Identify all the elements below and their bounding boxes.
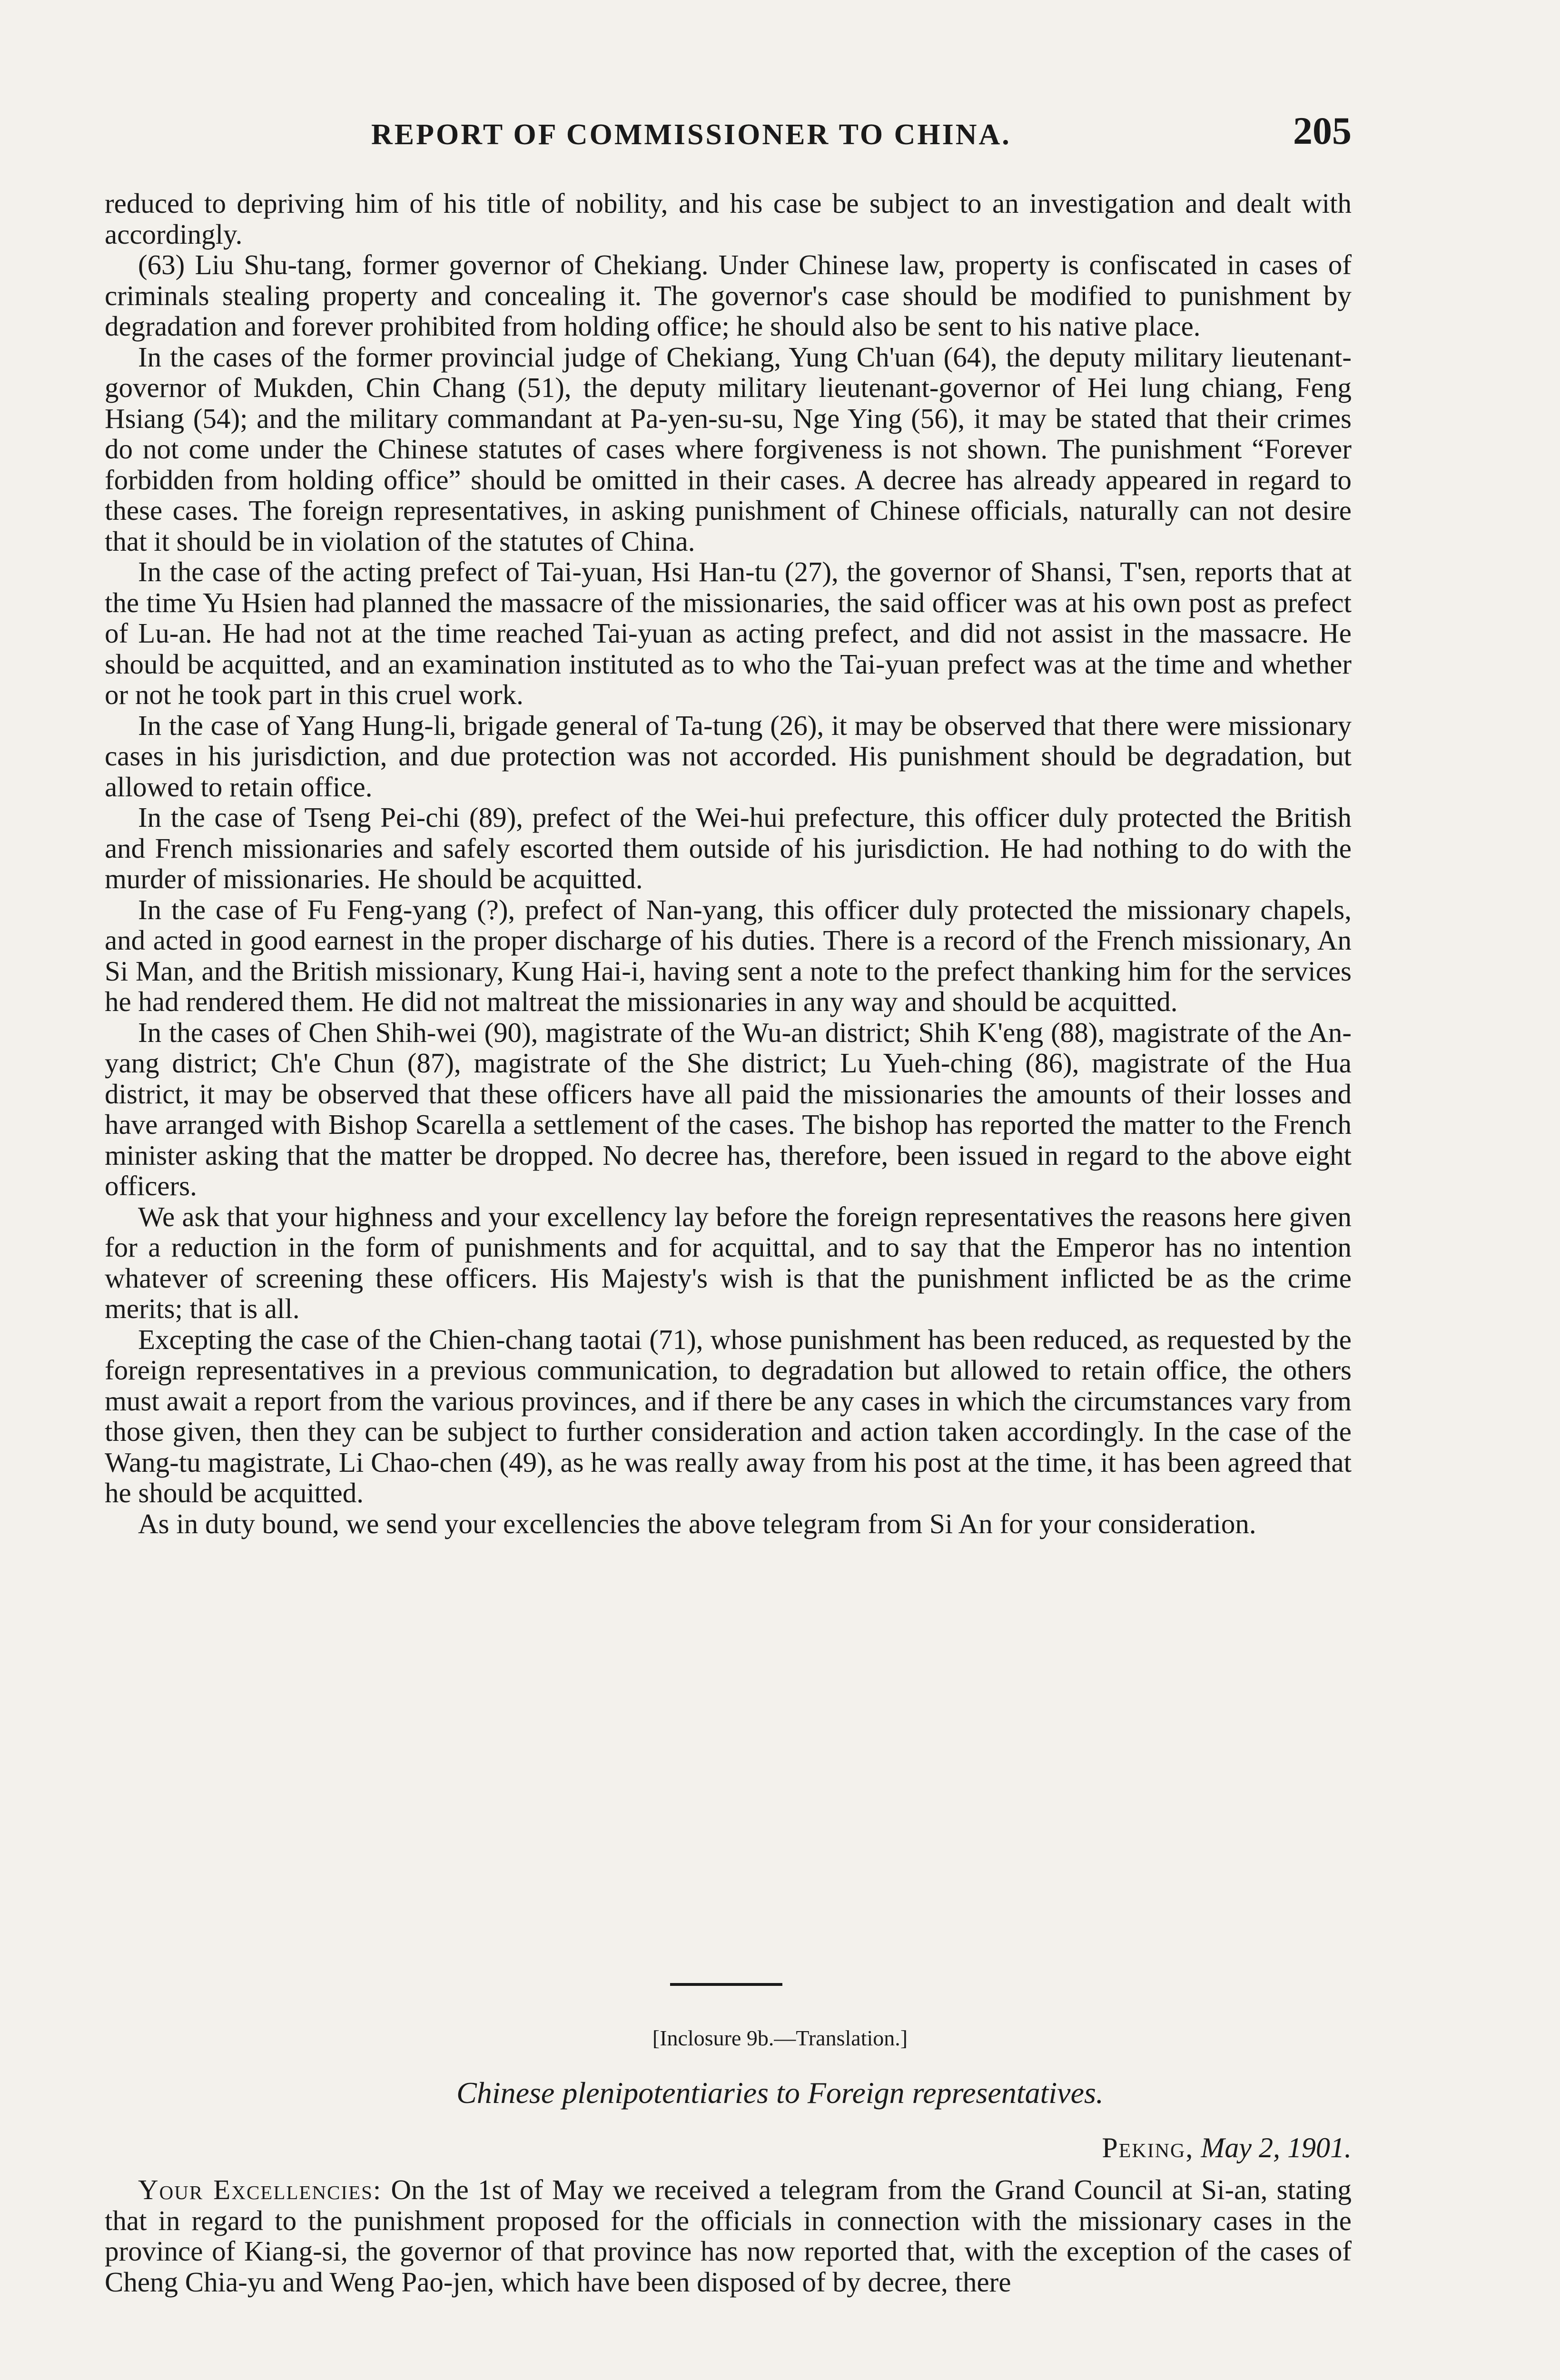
letter-body [105,2174,1352,2297]
paragraph-11: As in duty bound, we send your excellencies the above telegram from Si An for your consideration. [138,1507,1256,1539]
dateline [1102,2132,1352,2164]
paragraph-3: In the cases of the former provincial judge of Chekiang, Yung Ch'uan (64), the deputy military lieutenant-governor of Mukden, Chin Chang (51), the deputy military lieutenant-governor of Hei lung chiang, Feng Hsiang (54); and the military commandant at Pa-yen-su-su, Nge Ying (56), it may be stated that their crimes do not come under the Chinese statutes of cases where forgiveness is not shown. The punishment “Forever forbidden from holding office” should be omitted in their cases. A decree has already appeared in regard to these cases. The foreign representatives, in asking punishment of Chinese officials, naturally can not desire that it should be in violation of the statutes of China. [105,341,1352,557]
section-divider [670,1983,782,1986]
running-head: REPORT OF COMMISSIONER TO CHINA. [371,119,1011,151]
paragraph-10: Excepting the case of the Chien-chang taotai (71), whose punishment has been reduced, as requested by the foreign representatives in a previous communication, to degradation but allowed to retain office, the others must await a report from the various provinces, and if there be any cases in which the circumstances vary from those given, then they can be subject to further consideration and action taken accordingly. In the case of the Wang-tu magistrate, Li Chao-chen (49), as he was really away from his post at the time, it has been agreed that he should be acquitted. [105,1323,1352,1508]
paragraph-7: In the case of Fu Feng-yang (?), prefect of Nan-yang, this officer duly protected the missionary chapels, and acted in good earnest in the proper discharge of his duties. There is a record of the French missionary, An Si Man, and the British missionary, Kung Hai-i, having sent a note to the prefect thanking him for the services he had rendered them. He did not maltreat the missionaries in any way and should be acquitted. [105,893,1352,1017]
page-number: 205 [1293,109,1352,152]
paragraph-9: We ask that your highness and your excellency lay before the foreign representatives the reasons here given for a reduction in the form of punishments and for acquittal, and to say that the Emperor has no intention whatever of screening these officers. His Majesty's wish is that the punishment inflicted be as the crime merits; that is all. [105,1200,1352,1324]
paragraph-5: In the case of Yang Hung-li, brigade general of Ta-tung (26), it may be observed that there were missionary cases in his jurisdiction, and due protection was not accorded. His punishment should be degradation, but allowed to retain office. [105,709,1352,803]
letter-text: On the 1st of May we received a telegram from the Grand Council at Si-an, stating that in regard to the punishment proposed for the officials in connection with the missionary cases in the province of Kiang-si, the governor of that province has now reported that, with the exception of the cases of Cheng Chia-yu and Weng Pao-jen, which have been disposed of by decree, there [105,2174,1352,2298]
paragraph-2: (63) Liu Shu-tang, former governor of Chekiang. Under Chinese law, property is confiscated in cases of criminals stealing property and concealing it. The governor's case should be modified to punishment by degradation and forever prohibited from holding office; he should also be sent to his native place. [105,249,1352,342]
letter-paragraph [105,2174,1352,2297]
paragraph-1: reduced to depriving him of his title of nobility, and his case be subject to an investigation and dealt with accordingly. [105,188,1352,250]
salutation: Your Excellencies: [138,2174,382,2205]
body-text [105,188,1352,1539]
paragraph-6: In the case of Tseng Pei-chi (89), prefect of the Wei-hui prefecture, this officer duly protected the British and French missionaries and safely escorted them outside of his jurisdiction. He had nothing to do with the murder of missionaries. He should be acquitted. [105,802,1352,894]
dateline-place: Peking, [1102,2132,1194,2163]
inclosure-label: [Inclosure 9b.—Translation.] [652,2026,908,2050]
paragraph-8: In the cases of Chen Shih-wei (90), magistrate of the Wu-an district; Shih K'eng (88), magistrate of the An-yang district; Ch'e Chun (87), magistrate of the She district; Lu Yueh-ching (86), magistrate of the Hua district, it may be observed that these officers have all paid the missionaries the amounts of their losses and have arranged with Bishop Scarella a settlement of the cases. The bishop has reported the matter to the French minister asking that the matter be dropped. No decree has, therefore, been issued in regard to the above eight officers. [105,1016,1352,1201]
inclosure-title: Chinese plenipotentiaries to Foreign representatives. [456,2076,1104,2110]
dateline-date: May 2, 1901. [1201,2132,1352,2163]
page-header [105,109,1352,161]
paragraph-4: In the case of the acting prefect of Tai-yuan, Hsi Han-tu (27), the governor of Shansi, T'sen, reports that at the time Yu Hsien had planned the massacre of the missionaries, the said officer was at his own post as prefect of Lu-an. He had not at the time reached Tai-yuan as acting prefect, and did not assist in the massacre. He should be acquitted, and an examination instituted as to who the Tai-yuan prefect was at the time and whether or not he took part in this cruel work. [105,556,1352,710]
